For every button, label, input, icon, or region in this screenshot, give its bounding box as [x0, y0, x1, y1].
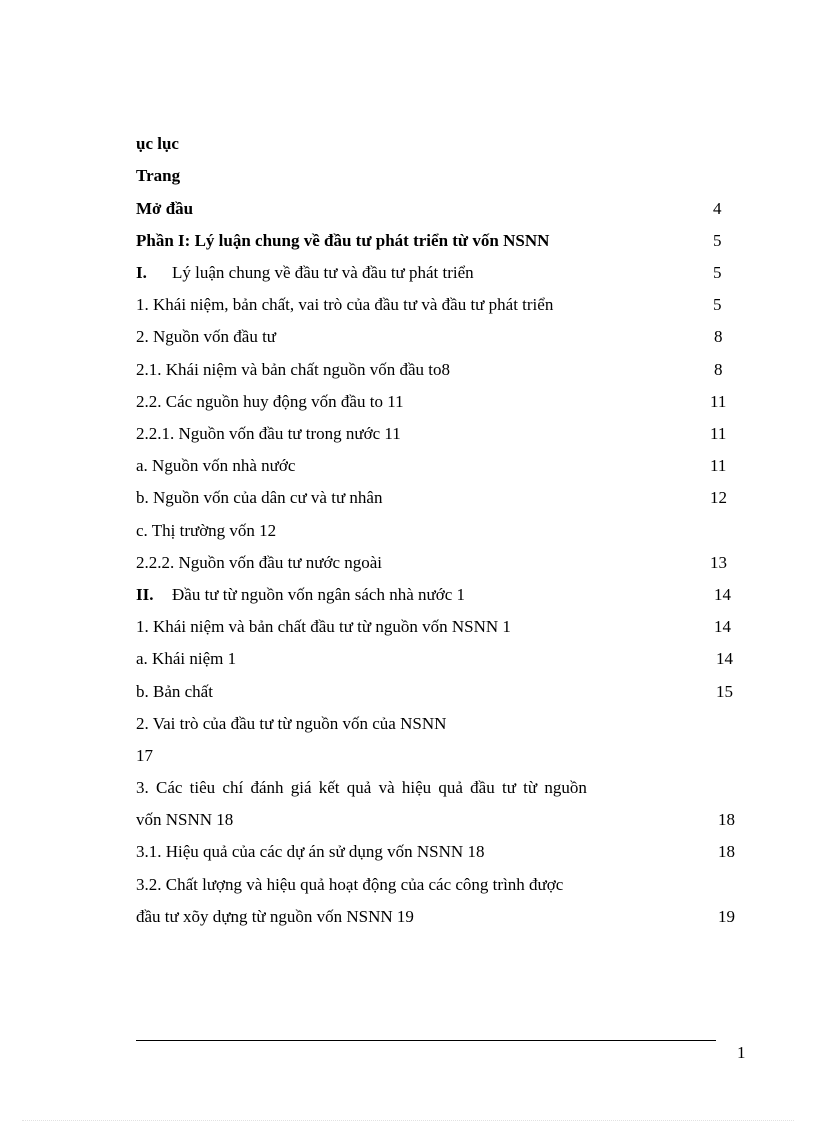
- page-number: 1: [737, 1043, 746, 1062]
- toc-entry-page: 18: [718, 810, 735, 829]
- toc-entry-page: 5: [713, 263, 722, 282]
- toc-entry-text: b. Bản chất: [136, 682, 213, 701]
- toc-entry-page: 13: [710, 553, 727, 572]
- toc-entry-text: 2.2.2. Nguồn vốn đầu tư nước ngoài: [136, 553, 383, 572]
- toc-entry-text: Phần I: Lý luận chung về đầu tư phát triển từ vốn NSNN: [136, 231, 550, 250]
- toc-entry-text: Mở đầu: [136, 199, 194, 218]
- toc-entry-text: 2.2. Các nguồn huy động vốn đầu to 11: [136, 392, 404, 411]
- toc-entry-text: 3.1. Hiệu quả của các dự án sử dụng vốn NSNN 18: [136, 842, 485, 861]
- toc-subheading: Trang: [136, 166, 181, 185]
- toc-entry-page: 19: [718, 907, 735, 926]
- toc-entry-page: 5: [713, 231, 722, 250]
- toc-entry-page: 5: [713, 295, 722, 314]
- toc-entry-text: 1. Khái niệm và bản chất đầu tư từ nguồn vốn NSNN 1: [136, 617, 511, 636]
- toc-entry-page: 4: [713, 199, 722, 218]
- toc-entry-text: 2.1. Khái niệm và bản chất nguồn vốn đầu to8: [136, 360, 450, 379]
- toc-entry-page: 8: [714, 360, 723, 379]
- toc-entry-text: vốn NSNN 18: [136, 810, 234, 829]
- toc-entry-text: [136, 263, 474, 283]
- toc-entry-text: đầu tư xõy dựng từ nguồn vốn NSNN 19: [136, 907, 414, 926]
- toc-entry-page: 12: [710, 488, 727, 507]
- section-roman-numeral: II.: [136, 585, 154, 604]
- toc-entry-text: a. Nguồn vốn nhà nước: [136, 456, 296, 475]
- toc-entry-page: 14: [714, 585, 731, 604]
- toc-entry-text: c. Thị trường vốn 12: [136, 521, 277, 540]
- toc-entry-text: 2. Nguồn vốn đầu tư: [136, 327, 277, 346]
- toc-entry-page: 8: [714, 327, 723, 346]
- toc-entry-page: 18: [718, 842, 735, 861]
- toc-entry-text: a. Khái niệm 1: [136, 649, 237, 668]
- toc-entry-text: 3.2. Chất lượng và hiệu quả hoạt động của các công trình được: [136, 875, 564, 894]
- page-bottom-edge: [22, 1120, 794, 1121]
- toc-entry-page: 14: [714, 617, 731, 636]
- toc-entry-text: b. Nguồn vốn của dân cư và tư nhân: [136, 488, 383, 507]
- toc-entry-page: 11: [710, 456, 727, 475]
- section-title: Đầu tư từ nguồn vốn ngân sách nhà nước 1: [172, 585, 465, 604]
- toc-entry-text: [136, 585, 465, 605]
- toc-entry-text: 17: [136, 746, 153, 765]
- toc-entry-text: 2.2.1. Nguồn vốn đầu tư trong nước 11: [136, 424, 401, 443]
- toc-entry-text: 1. Khái niệm, bản chất, vai trò của đầu tư và đầu tư phát triển: [136, 295, 554, 314]
- toc-entry-page: 14: [716, 649, 733, 668]
- toc-entry-page: 11: [710, 424, 727, 443]
- toc-entry-page: 15: [716, 682, 733, 701]
- toc-entry-text: 2. Vai trò của đầu tư từ nguồn vốn của NSNN: [136, 714, 447, 733]
- toc-entry-text: 3. Các tiêu chí đánh giá kết quả và hiệu quả đầu tư từ nguồn: [136, 778, 587, 797]
- toc-heading: ục lục: [136, 134, 179, 153]
- toc-entry-page: 11: [710, 392, 727, 411]
- section-roman-numeral: I.: [136, 263, 147, 282]
- footer-rule: [136, 1040, 716, 1041]
- section-title: Lý luận chung về đầu tư và đầu tư phát triển: [172, 263, 474, 282]
